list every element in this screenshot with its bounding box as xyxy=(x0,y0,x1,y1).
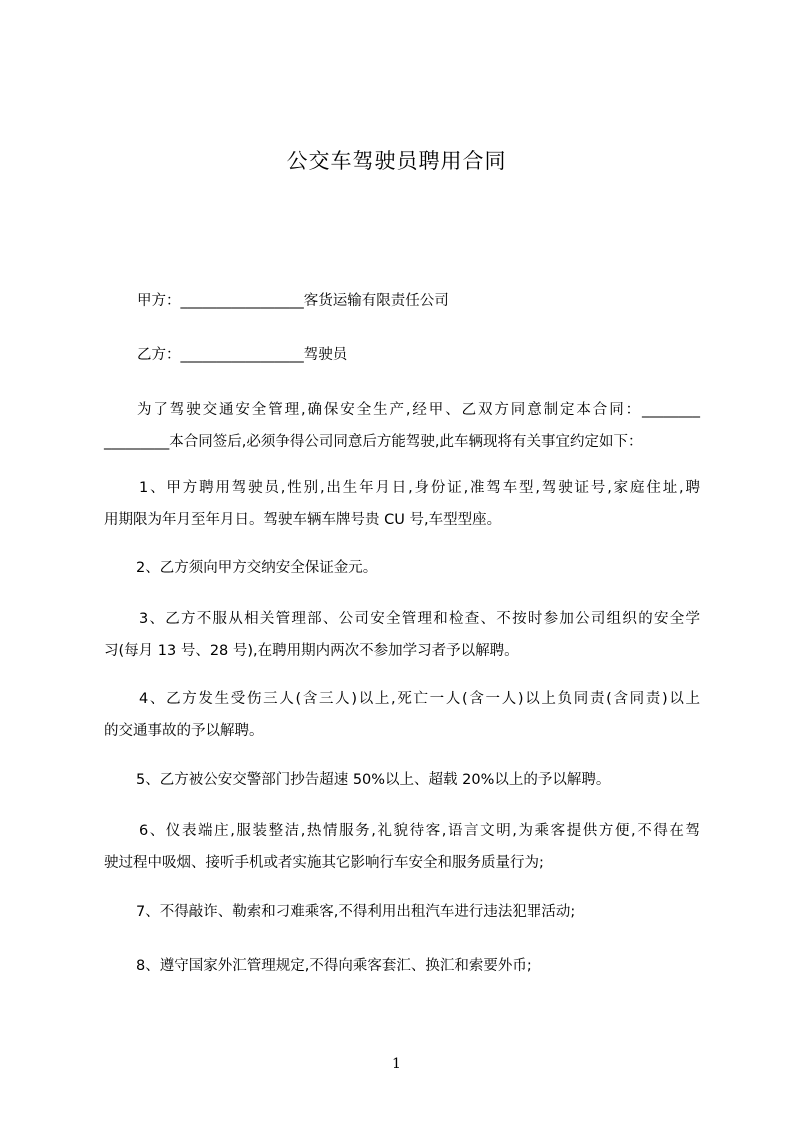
page-number: 1 xyxy=(392,1056,401,1072)
clause-3-line-1: 3、乙方不服从相关管理部、公司安全管理和检查、不按时参加公司组织的安全学 xyxy=(139,611,700,627)
clause-5 xyxy=(104,764,700,796)
party-a-blank: _________________ xyxy=(180,293,304,309)
clause-7 xyxy=(104,896,700,928)
intro-line-1: 为了驾驶交通安全管理,确保安全生产,经甲、乙双方同意制定本合同：________ xyxy=(137,402,700,418)
clause-4-line-2: 的交通事故的予以解聘。 xyxy=(104,723,264,739)
clause-6 xyxy=(104,815,700,879)
intro-line-2: _________本合同签后,必须争得公司同意后方能驾驶,此车辆现将有关事宜约定如下： xyxy=(104,434,643,450)
document-title: 公交车驾驶员聘用合同 xyxy=(286,149,507,173)
clause-6-line-2: 驶过程中吸烟、接听手机或者实施其它影响行车安全和服务质量行为; xyxy=(104,855,544,871)
party-a-line xyxy=(137,292,449,310)
clause-1-line-1: 1、甲方聘用驾驶员,性别,出生年月日,身份证,准驾车型,驾驶证号,家庭住址,聘 xyxy=(139,480,700,496)
clause-7-line-1: 7、不得敲诈、勒索和刁难乘客,不得利用出租汽车进行违法犯罪活动; xyxy=(136,904,576,920)
party-b-line xyxy=(137,346,347,364)
clause-5-line-1: 5、乙方被公安交警部门抄告超速 50%以上、超载 20%以上的予以解聘。 xyxy=(136,772,611,788)
clause-2-line-1: 2、乙方须向甲方交纳安全保证金元。 xyxy=(136,560,378,576)
clause-4-line-1: 4、乙方发生受伤三人(含三人)以上,死亡一人(含一人)以上负同责(含同责)以上 xyxy=(139,691,700,707)
party-a-label: 甲方： xyxy=(137,293,181,309)
clause-1 xyxy=(104,472,700,536)
clause-8-line-1: 8、遵守国家外汇管理规定,不得向乘客套汇、换汇和索要外币; xyxy=(136,958,532,974)
clause-3-line-2: 习(每月 13 号、28 号),在聘用期内两次不参加学习者予以解聘。 xyxy=(104,643,519,659)
clause-1-line-2: 用期限为年月至年月日。驾驶车辆车牌号贵 CU 号,车型型座。 xyxy=(104,512,502,528)
clause-8 xyxy=(104,950,700,982)
clause-4 xyxy=(104,683,700,747)
party-b-name: 驾驶员 xyxy=(303,347,348,363)
party-b-label: 乙方： xyxy=(137,347,181,363)
intro-paragraph xyxy=(104,394,700,458)
clause-3 xyxy=(104,603,700,667)
party-b-blank: _________________ xyxy=(180,347,304,363)
clause-6-line-1: 6、仪表端庄,服装整洁,热情服务,礼貌待客,语言文明,为乘客提供方便,不得在驾 xyxy=(139,823,700,839)
clause-2 xyxy=(104,552,700,584)
party-a-name: 客货运输有限责任公司 xyxy=(303,293,449,309)
